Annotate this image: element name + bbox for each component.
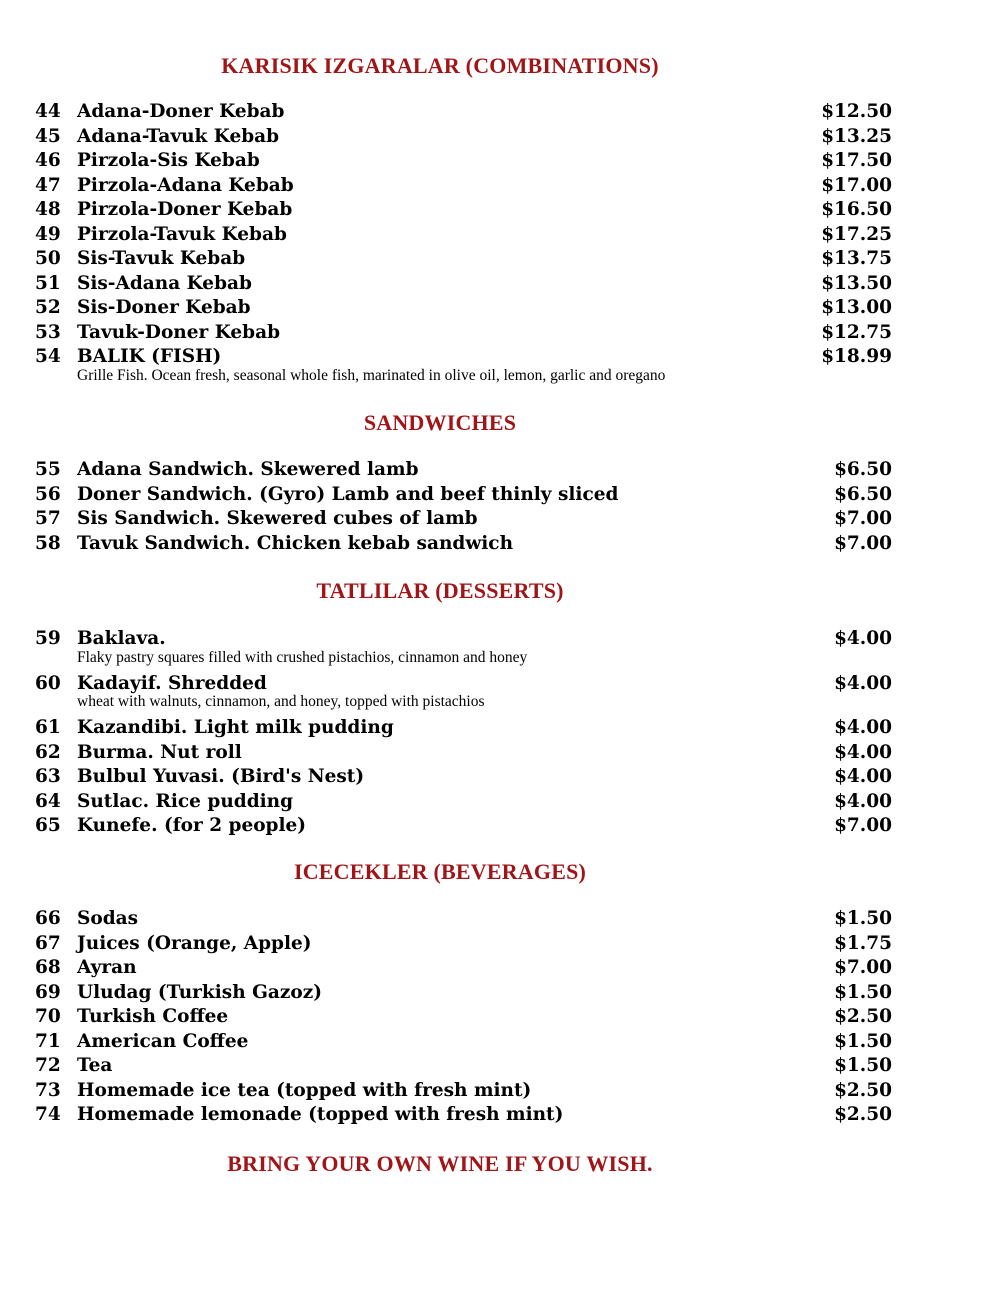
- menu-item: [35, 483, 892, 507]
- item-description: Grille Fish. Ocean fresh, seasonal whole fish, marinated in olive oil, lemon, garlic and oregano: [77, 366, 666, 384]
- item-price: $7.00: [834, 532, 892, 554]
- menu-item: [35, 956, 892, 980]
- menu-item: [35, 1005, 892, 1029]
- item-name: American Coffee: [77, 1030, 249, 1052]
- item-name: Juices (Orange, Apple): [77, 932, 312, 954]
- item-number: 58: [35, 532, 61, 554]
- menu-item: [35, 198, 892, 222]
- menu-item: [35, 100, 892, 124]
- menu-item: [35, 932, 892, 956]
- item-name: Pirzola-Doner Kebab: [77, 199, 293, 220]
- item-price: $2.50: [834, 1006, 892, 1027]
- item-number: 72: [35, 1055, 61, 1076]
- item-price: $1.50: [834, 1030, 892, 1052]
- section-title-desserts: TATLILAR (DESSERTS): [316, 578, 564, 603]
- item-price: $17.25: [821, 223, 892, 245]
- item-price: $1.50: [834, 1055, 892, 1076]
- menu-item: [35, 765, 892, 789]
- menu-item: [35, 1079, 892, 1103]
- item-name: BALIK (FISH): [77, 346, 222, 367]
- item-name: Adana-Tavuk Kebab: [77, 125, 280, 147]
- item-name: Bulbul Yuvasi. (Bird's Nest): [77, 766, 365, 787]
- item-number: 60: [35, 672, 61, 694]
- item-number: 74: [35, 1104, 61, 1125]
- item-price: $13.25: [821, 125, 892, 147]
- item-number: 47: [35, 174, 61, 196]
- item-name: Kunefe. (for 2 people): [77, 815, 307, 836]
- item-name: Homemade ice tea (topped with fresh mint): [77, 1079, 532, 1101]
- menu-item: [35, 907, 892, 931]
- item-name: Tavuk Sandwich. Chicken kebab sandwich: [77, 532, 514, 554]
- item-price: $7.00: [834, 508, 892, 529]
- item-name: Uludag (Turkish Gazoz): [77, 981, 322, 1003]
- item-number: 55: [35, 459, 61, 480]
- menu-item: [35, 247, 892, 271]
- menu-item: [35, 532, 892, 556]
- menu-item: [35, 627, 892, 651]
- item-number: 62: [35, 741, 61, 763]
- item-price: $4.00: [834, 766, 892, 787]
- item-name: Sis-Doner Kebab: [77, 297, 251, 318]
- item-number: 64: [35, 790, 61, 812]
- section-title-combinations: KARISIK IZGARALAR (COMBINATIONS): [221, 53, 659, 78]
- item-price: $13.00: [821, 297, 892, 318]
- item-name: Sis Sandwich. Skewered cubes of lamb: [77, 508, 478, 529]
- item-number: 53: [35, 321, 61, 343]
- item-price: $4.00: [834, 628, 892, 649]
- menu-item: [35, 1103, 892, 1127]
- item-number: 59: [35, 628, 61, 649]
- item-price: $7.00: [834, 815, 892, 836]
- item-name: Sis-Tavuk Kebab: [77, 248, 246, 269]
- item-name: Adana Sandwich. Skewered lamb: [77, 459, 419, 480]
- item-price: $2.50: [834, 1079, 892, 1101]
- item-number: 46: [35, 150, 61, 171]
- section-title-beverages: ICECEKLER (BEVERAGES): [293, 859, 587, 884]
- item-number: 52: [35, 297, 61, 318]
- item-name: Baklava.: [77, 628, 166, 649]
- item-name: Kadayif. Shredded: [77, 672, 267, 694]
- footer-note: BRING YOUR OWN WINE IF YOU WISH.: [227, 1151, 653, 1176]
- section-title-sandwiches: SANDWICHES: [363, 410, 517, 435]
- item-number: 63: [35, 766, 61, 787]
- menu-item: [35, 458, 892, 482]
- item-number: 66: [35, 908, 61, 929]
- menu-item: [35, 814, 892, 838]
- item-number: 50: [35, 248, 61, 269]
- item-price: $12.75: [821, 321, 892, 343]
- menu-item: [35, 790, 892, 814]
- menu-item: [35, 507, 892, 531]
- item-number: 61: [35, 717, 61, 738]
- item-number: 67: [35, 932, 61, 954]
- item-name: Adana-Doner Kebab: [77, 101, 285, 122]
- item-price: $4.00: [834, 741, 892, 763]
- item-name: Ayran: [77, 957, 137, 978]
- item-number: 68: [35, 957, 61, 978]
- item-price: $13.75: [821, 248, 892, 269]
- item-number: 54: [35, 346, 61, 367]
- menu-item: [35, 716, 892, 740]
- item-price: $4.00: [834, 672, 892, 694]
- item-name: Sis-Adana Kebab: [77, 272, 252, 294]
- menu-item: [35, 272, 892, 296]
- item-price: $16.50: [821, 199, 892, 220]
- item-price: $12.50: [821, 101, 892, 122]
- item-price: $18.99: [821, 346, 892, 367]
- item-number: 45: [35, 125, 61, 147]
- item-name: Tavuk-Doner Kebab: [77, 321, 281, 343]
- item-number: 49: [35, 223, 61, 245]
- item-name: Tea: [77, 1055, 113, 1076]
- menu-item: [35, 321, 892, 345]
- item-name: Pirzola-Tavuk Kebab: [77, 223, 287, 245]
- item-number: 48: [35, 199, 61, 220]
- item-price: $17.50: [821, 150, 892, 171]
- item-price: $1.75: [834, 932, 892, 954]
- menu-item: [35, 149, 892, 173]
- item-price: $4.00: [834, 717, 892, 738]
- item-price: $13.50: [821, 272, 892, 294]
- item-description: Flaky pastry squares filled with crushed pistachios, cinnamon and honey: [77, 648, 528, 666]
- item-price: $17.00: [821, 174, 892, 196]
- item-name: Sutlac. Rice pudding: [77, 790, 294, 812]
- item-number: 70: [35, 1006, 61, 1027]
- item-number: 71: [35, 1030, 61, 1052]
- menu-item: [35, 174, 892, 198]
- menu-item: [35, 741, 892, 765]
- item-price: $6.50: [834, 459, 892, 480]
- item-number: 44: [35, 101, 61, 122]
- menu-item: [35, 345, 892, 369]
- menu-item: [35, 125, 892, 149]
- item-name: Homemade lemonade (topped with fresh mint): [77, 1104, 564, 1125]
- menu-item: [35, 1054, 892, 1078]
- menu-item: [35, 672, 892, 696]
- item-name: Sodas: [77, 908, 139, 929]
- item-name: Pirzola-Adana Kebab: [77, 174, 294, 196]
- item-price: $4.00: [834, 790, 892, 812]
- item-description: wheat with walnuts, cinnamon, and honey, topped with pistachios: [77, 693, 485, 710]
- menu-item: [35, 296, 892, 320]
- item-name: Pirzola-Sis Kebab: [77, 150, 260, 171]
- item-price: $1.50: [834, 981, 892, 1003]
- item-name: Kazandibi. Light milk pudding: [77, 717, 394, 738]
- item-number: 57: [35, 508, 61, 529]
- item-price: $7.00: [834, 957, 892, 978]
- item-number: 51: [35, 272, 61, 294]
- item-name: Turkish Coffee: [77, 1006, 229, 1027]
- item-number: 73: [35, 1079, 61, 1101]
- menu-item: [35, 1030, 892, 1054]
- item-name: Burma. Nut roll: [77, 741, 242, 763]
- item-number: 56: [35, 483, 61, 505]
- menu-item: [35, 981, 892, 1005]
- item-price: $1.50: [834, 908, 892, 929]
- menu-item: [35, 223, 892, 247]
- item-number: 69: [35, 981, 61, 1003]
- item-price: $6.50: [834, 483, 892, 505]
- item-number: 65: [35, 815, 61, 836]
- item-name: Doner Sandwich. (Gyro) Lamb and beef thinly sliced: [77, 483, 619, 505]
- item-price: $2.50: [834, 1104, 892, 1125]
